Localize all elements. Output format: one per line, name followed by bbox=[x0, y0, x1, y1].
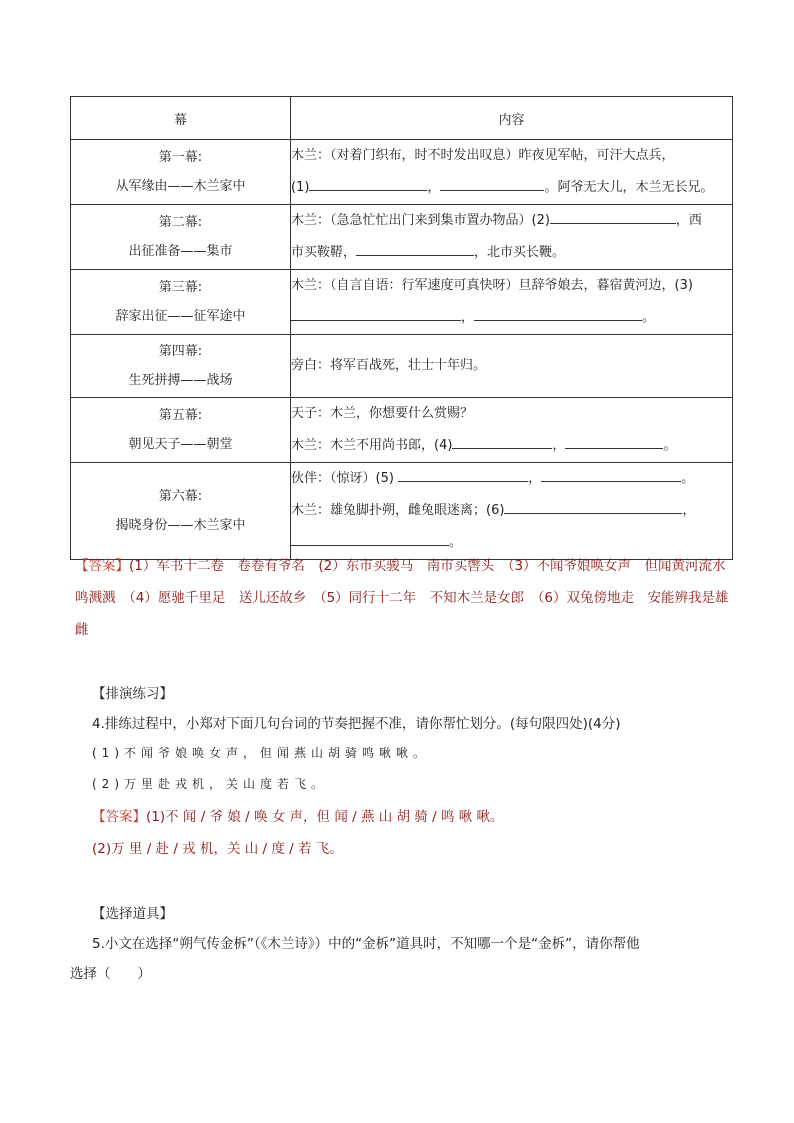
act-title: 第三幕: bbox=[158, 280, 203, 295]
act-title: 第一幕: bbox=[158, 150, 203, 165]
punct: ， bbox=[461, 310, 475, 325]
section-heading-rehearsal: 【排演练习】 bbox=[92, 686, 173, 702]
punct: 。 bbox=[642, 310, 656, 325]
table-row bbox=[71, 270, 733, 335]
act-cell bbox=[71, 335, 291, 398]
line-text: 伙伴：（惊讶）(5) bbox=[291, 471, 399, 486]
fill-blank[interactable] bbox=[291, 308, 461, 321]
line-text: 。阿爷无大儿，木兰无长兄。 bbox=[544, 180, 714, 195]
fill-blank[interactable] bbox=[452, 436, 552, 449]
act-cell bbox=[71, 463, 291, 560]
act-title: 第四幕: bbox=[158, 344, 203, 359]
line-text: ，北市买长鞭。 bbox=[474, 245, 566, 260]
content-cell bbox=[291, 398, 733, 463]
answer-text: (2)万 里 / 赴 / 戎 机，关 山 / 度 / 若 飞。 bbox=[92, 841, 343, 857]
line-text: 木兰：雄兔脚扑朔，雌兔眼迷离；(6) bbox=[291, 503, 505, 518]
punct: ， bbox=[552, 438, 566, 453]
question-4-prompt: 4.排练过程中，小郑对下面几句台词的节奏把握不准，请你帮忙划分。(每句限四处)(4分) bbox=[92, 716, 621, 732]
punct: 。 bbox=[663, 438, 677, 453]
table-header-row bbox=[71, 97, 733, 140]
line-text: 市买鞍鞯， bbox=[291, 245, 357, 260]
content-cell bbox=[291, 205, 733, 270]
punct: ， bbox=[682, 503, 696, 518]
table-row bbox=[71, 335, 733, 398]
table-row bbox=[71, 205, 733, 270]
act-scene: 朝见天子——朝堂 bbox=[128, 437, 233, 452]
act-scene: 揭晓身份——木兰家中 bbox=[115, 518, 246, 533]
line-text: 天子：木兰，你想要什么赏赐？ bbox=[291, 406, 474, 421]
line-text: 木兰：（对着门织布，时不时发出叹息）昨夜见军帖，可汗大点兵， bbox=[291, 148, 675, 163]
punct: 。 bbox=[681, 471, 695, 486]
question-4-answer-line-1 bbox=[92, 805, 504, 825]
header-act: 幕 bbox=[71, 97, 291, 140]
fill-blank[interactable] bbox=[550, 211, 676, 224]
fill-blank[interactable] bbox=[291, 533, 449, 546]
header-content: 内容 bbox=[291, 97, 733, 140]
content-cell bbox=[291, 335, 733, 398]
line-text: 木兰：（急急忙忙出门来到集市置办物品）(2) bbox=[291, 213, 550, 228]
fill-blank[interactable] bbox=[309, 178, 427, 191]
question-4-answer-line-2 bbox=[92, 837, 343, 857]
fill-blank[interactable] bbox=[474, 308, 642, 321]
fill-blank[interactable] bbox=[440, 178, 544, 191]
fill-blank[interactable] bbox=[504, 501, 682, 514]
script-table bbox=[70, 96, 733, 560]
line-text: 木兰：（自言自语：行军速度可真快呀）旦辞爷娘去，暮宿黄河边，(3) bbox=[291, 278, 693, 293]
act-cell bbox=[71, 398, 291, 463]
act-scene: 出征准备——集市 bbox=[128, 244, 233, 259]
act-cell bbox=[71, 140, 291, 205]
line-text: ，西 bbox=[675, 213, 702, 228]
fill-blank[interactable] bbox=[565, 436, 663, 449]
line-text: 旁白：将军百战死，壮士十年归。 bbox=[291, 358, 487, 373]
act-cell bbox=[71, 270, 291, 335]
answer-label: 【答案】 bbox=[92, 809, 146, 825]
section-heading-props: 【选择道具】 bbox=[92, 906, 173, 922]
content-cell bbox=[291, 270, 733, 335]
punct: 。 bbox=[449, 535, 463, 550]
punct: ， bbox=[427, 180, 441, 195]
question-5-line-2: 选择（ ） bbox=[70, 966, 151, 982]
answer-label: 【答案】 bbox=[75, 558, 129, 574]
table-row bbox=[71, 398, 733, 463]
content-cell bbox=[291, 140, 733, 205]
question-4-line-1: (1)不闻爷娘唤女声，但闻燕山胡骑鸣啾啾。 bbox=[92, 746, 430, 760]
act-title: 第二幕: bbox=[158, 215, 203, 230]
content-cell bbox=[291, 463, 733, 560]
punct: ， bbox=[528, 471, 542, 486]
act-scene: 辞家出征——征军途中 bbox=[115, 309, 246, 324]
answer-text: (1)不 闻 / 爷 娘 / 唤 女 声，但 闻 / 燕 山 胡 骑 / 鸣 啾 啾。 bbox=[146, 809, 504, 825]
fill-blank[interactable] bbox=[398, 469, 528, 482]
table-row bbox=[71, 463, 733, 560]
question-5-line-1: 5.小文在选择“朔气传金柝”（《木兰诗》）中的“金柝”道具时，不知哪一个是“金柝”，请你帮他 bbox=[92, 936, 640, 952]
act-scene: 生死拼搏——战场 bbox=[128, 373, 233, 388]
table-row bbox=[71, 140, 733, 205]
line-text: 木兰：木兰不用尚书郎，(4) bbox=[291, 438, 453, 453]
act-cell bbox=[71, 205, 291, 270]
question-4-line-2: (2)万里赴戎机，关山度若飞。 bbox=[92, 777, 328, 791]
fill-blank[interactable] bbox=[541, 469, 681, 482]
fill-blank[interactable] bbox=[356, 243, 474, 256]
answer-text: (1）军书十二卷 卷卷有爷名 (2）东市买骏马 南市买辔头 （3）不闻爷娘唤女声 但闻黄河流水鸣溅溅 （4）愿驰千里足 送儿还故乡 （5）同行十二年 不知木兰是女郎 （6）双兔傍地走 安能辨我是雄雌 bbox=[75, 558, 729, 638]
answer-block bbox=[75, 550, 735, 646]
act-title: 第五幕: bbox=[158, 408, 203, 423]
act-title: 第六幕: bbox=[158, 489, 203, 504]
blank-number: (1) bbox=[291, 180, 310, 195]
act-scene: 从军缘由——木兰家中 bbox=[115, 179, 246, 194]
